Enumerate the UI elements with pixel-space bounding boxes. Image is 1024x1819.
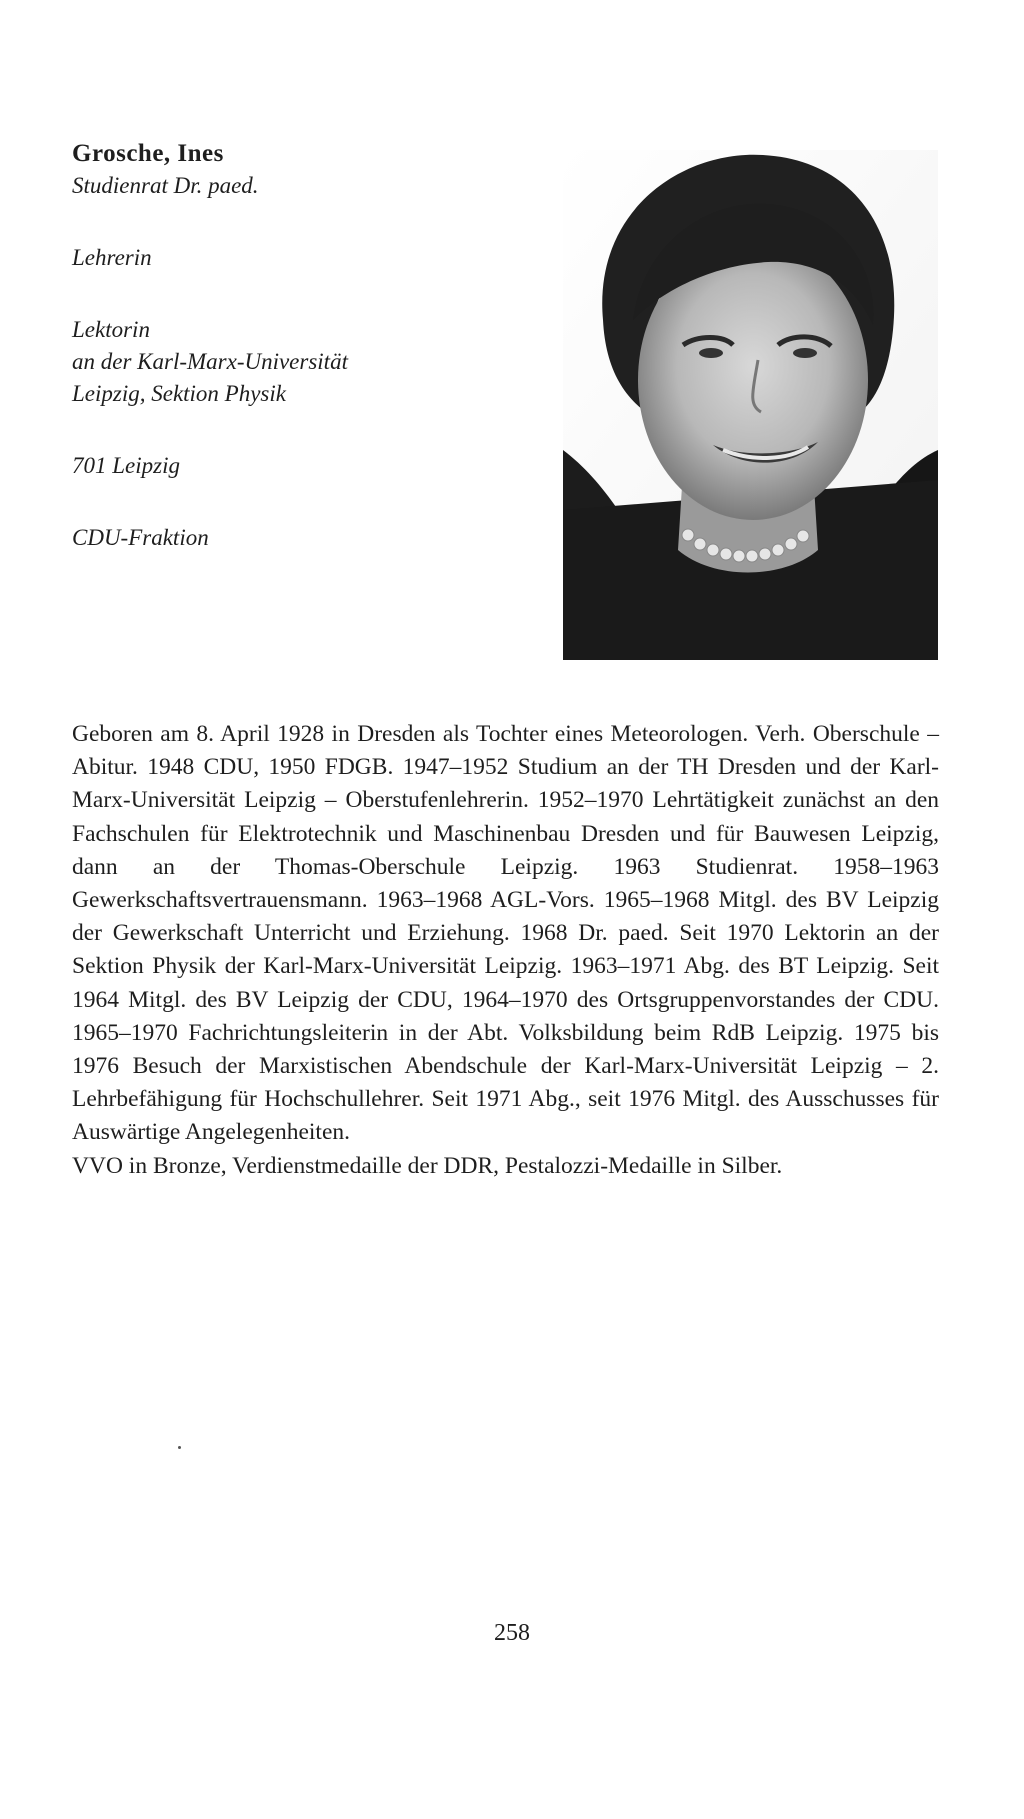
person-location: 701 Leipzig — [72, 453, 180, 478]
person-profession: Lehrerin — [72, 245, 152, 270]
person-header — [72, 138, 542, 554]
portrait-photo — [563, 150, 938, 660]
position-block — [72, 314, 542, 410]
biography-paragraph: Geboren am 8. April 1928 in Dresden als Tochter eines Meteorologen. Verh. Oberschule – Abitur. 1948 CDU, 1950 FDGB. 1947–1952 Studium an der TH Dresden und der Karl-Marx-Universität Leipzig – Oberstufenlehrerin. 1952–1970 Lehrtätigkeit zunächst an den Fachschulen für Elektrotechnik und Maschinenbau Dresden und für Bauwesen Leipzig, dann an der Thomas-Oberschule Leipzig. 1963 Studienrat. 1958–1963 Gewerkschaftsvertrauensmann. 1963–1968 AGL-Vors. 1965–1968 Mitgl. des BV Leipzig der Gewerkschaft Unterricht und Erziehung. 1968 Dr. paed. Seit 1970 Lektorin an der Sektion Physik der Karl-Marx-Universität Leipzig. 1963–1971 Abg. des BT Leipzig. Seit 1964 Mitgl. des BV Leipzig der CDU, 1964–1970 des Ortsgruppenvorstandes der CDU. 1965–1970 Fachrichtungsleiterin in der Abt. Volksbildung beim RdB Leipzig. 1975 bis 1976 Besuch der Marxistischen Abendschule der Karl-Marx-Universität Leipzig – 2. Lehrbefähigung für Hochschullehrer. Seit 1971 Abg., seit 1976 Mitgl. des Ausschusses für Auswärtige Angelegenheiten. — [72, 721, 939, 1146]
location-block — [72, 450, 542, 482]
biography — [72, 718, 939, 1183]
biography-paragraph: VVO in Bronze, Verdienstmedaille der DDR, Pestalozzi-Medaille in Silber. — [72, 1152, 783, 1179]
profession-block — [72, 242, 542, 274]
person-title: Studienrat Dr. paed. — [72, 173, 259, 198]
portrait-photo-icon — [563, 150, 938, 660]
person-name: Grosche, Ines — [72, 140, 224, 167]
position-line-2: an der Karl-Marx-Universität — [72, 349, 348, 374]
page-number: 258 — [494, 1620, 530, 1646]
person-faction: CDU-Fraktion — [72, 525, 209, 550]
faction-block — [72, 522, 542, 554]
stray-dot — [178, 1446, 181, 1449]
position-line-3: Leipzig, Sektion Physik — [72, 381, 286, 406]
position-line-1: Lektorin — [72, 317, 150, 342]
